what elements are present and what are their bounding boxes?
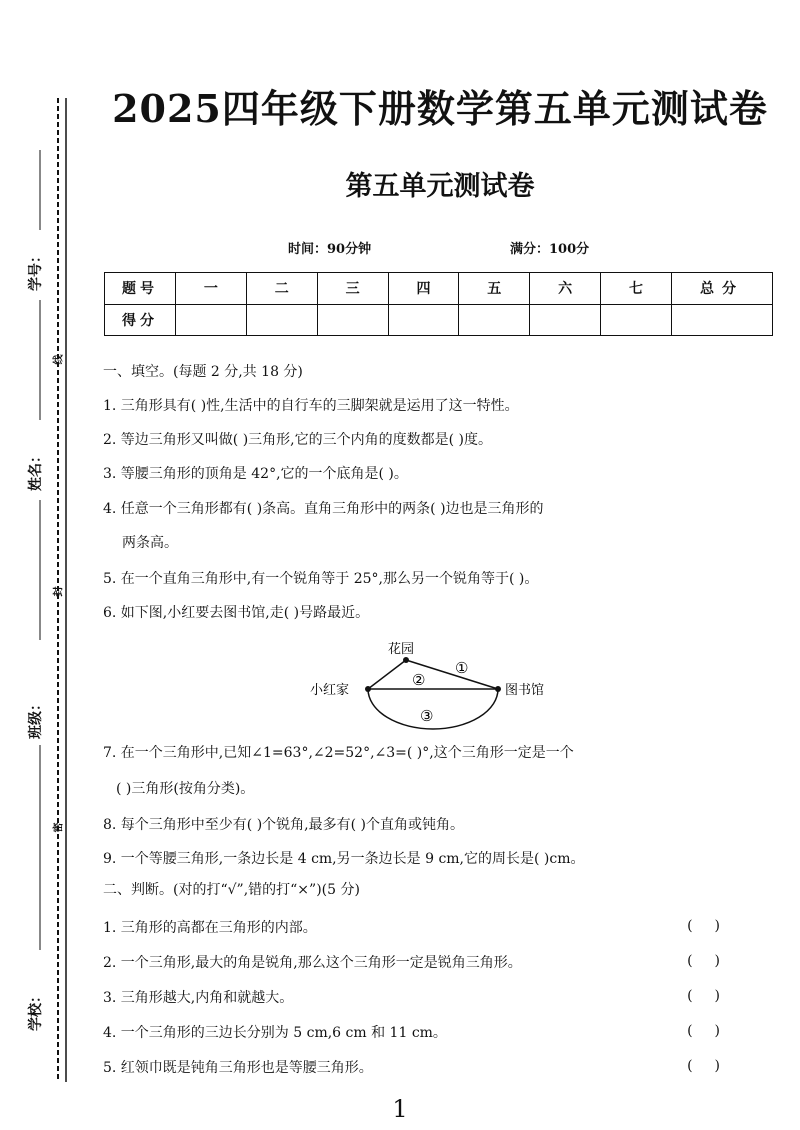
full-score: 满分：100分 bbox=[510, 242, 590, 257]
score-table-header-row bbox=[105, 273, 773, 305]
score-cell[interactable] bbox=[246, 304, 317, 336]
column-cell: 六 bbox=[530, 273, 601, 305]
garden-point bbox=[403, 657, 409, 663]
library-label: 图书馆 bbox=[505, 683, 545, 698]
column-cell: 三 bbox=[317, 273, 388, 305]
school-label: 学校： bbox=[28, 989, 44, 1031]
route-diagram bbox=[300, 635, 570, 735]
question-1-4: 4. 任意一个三角形都有( )条高。直角三角形中的两条( )边也是三角形的 bbox=[103, 501, 544, 517]
garden-label: 花园 bbox=[388, 642, 415, 657]
exam-time: 时间：90分钟 bbox=[288, 242, 372, 257]
route-2-label: ② bbox=[412, 671, 426, 689]
student-id-label: 学号： bbox=[28, 249, 44, 291]
score-cell[interactable] bbox=[317, 304, 388, 336]
class-label: 班级： bbox=[28, 697, 44, 739]
question-1-7-continued: ( )三角形(按角分类)。 bbox=[116, 781, 255, 797]
sub-title: 第五单元测试卷 bbox=[345, 171, 535, 202]
score-cell[interactable] bbox=[388, 304, 459, 336]
question-1-2: 2. 等边三角形又叫做( )三角形,它的三个内角的度数都是( )度。 bbox=[103, 432, 493, 448]
main-title: 2025四年级下册数学第五单元测试卷 bbox=[112, 86, 768, 131]
column-cell: 一 bbox=[176, 273, 247, 305]
question-1-8: 8. 每个三角形中至少有( )个锐角,最多有( )个直角或钝角。 bbox=[103, 817, 465, 833]
binding-gutter bbox=[0, 0, 100, 1130]
question-2-1: 1. 三角形的高都在三角形的内部。 bbox=[103, 920, 317, 936]
score-cell[interactable] bbox=[672, 304, 773, 336]
score-table bbox=[104, 272, 773, 336]
question-1-9: 9. 一个等腰三角形,一条边长是 4 cm,另一条边长是 9 cm,它的周长是( )cm。 bbox=[103, 851, 585, 867]
route-1-segment-a bbox=[368, 660, 406, 689]
question-1-7: 7. 在一个三角形中,已知∠1=63°,∠2=52°,∠3=( )°,这个三角形一定是一个 bbox=[103, 745, 574, 761]
question-2-5: 5. 红领巾既是钝角三角形也是等腰三角形。 bbox=[103, 1060, 373, 1076]
answer-paren[interactable]: () bbox=[687, 918, 742, 934]
question-2-2: 2. 一个三角形,最大的角是锐角,那么这个三角形一定是锐角三角形。 bbox=[103, 955, 522, 971]
score-table-score-row bbox=[105, 304, 773, 336]
section2-heading: 二、判断。(对的打“√”,错的打“×”)(5 分) bbox=[103, 882, 360, 898]
page-number: 1 bbox=[392, 1095, 408, 1123]
route-1-label: ① bbox=[455, 659, 469, 677]
library-point bbox=[495, 686, 501, 692]
gutter-mark-xian: 线 bbox=[53, 354, 65, 365]
question-2-3: 3. 三角形越大,内角和就越大。 bbox=[103, 990, 294, 1006]
home-point bbox=[365, 686, 371, 692]
column-cell: 四 bbox=[388, 273, 459, 305]
question-2-4: 4. 一个三角形的三边长分别为 5 cm,6 cm 和 11 cm。 bbox=[103, 1025, 447, 1041]
score-cell[interactable] bbox=[530, 304, 601, 336]
gutter-mark-mi: 密 bbox=[53, 822, 65, 833]
column-cell: 二 bbox=[246, 273, 317, 305]
header-label-cell: 题号 bbox=[105, 273, 176, 305]
score-cell[interactable] bbox=[601, 304, 672, 336]
total-column-cell: 总分 bbox=[672, 273, 773, 305]
route-3-label: ③ bbox=[420, 707, 434, 725]
question-1-5: 5. 在一个直角三角形中,有一个锐角等于 25°,那么另一个锐角等于( )。 bbox=[103, 571, 539, 587]
column-cell: 五 bbox=[459, 273, 530, 305]
section1-heading: 一、填空。(每题 2 分,共 18 分) bbox=[103, 364, 303, 380]
score-cell[interactable] bbox=[176, 304, 247, 336]
home-label: 小红家 bbox=[310, 683, 350, 698]
answer-paren[interactable]: () bbox=[687, 1023, 742, 1039]
question-1-1: 1. 三角形具有( )性,生活中的自行车的三脚架就是运用了这一特性。 bbox=[103, 398, 519, 414]
question-1-6: 6. 如下图,小红要去图书馆,走( )号路最近。 bbox=[103, 605, 370, 621]
question-1-3: 3. 等腰三角形的顶角是 42°,它的一个底角是( )。 bbox=[103, 466, 408, 482]
name-label: 姓名： bbox=[28, 449, 44, 491]
answer-paren[interactable]: () bbox=[687, 988, 742, 1004]
score-label-cell: 得分 bbox=[105, 304, 176, 336]
score-cell[interactable] bbox=[459, 304, 530, 336]
column-cell: 七 bbox=[601, 273, 672, 305]
answer-paren[interactable]: () bbox=[687, 1058, 742, 1074]
gutter-mark-feng: 封 bbox=[53, 586, 65, 597]
question-1-4-continued: 两条高。 bbox=[122, 535, 178, 551]
answer-paren[interactable]: () bbox=[687, 953, 742, 969]
